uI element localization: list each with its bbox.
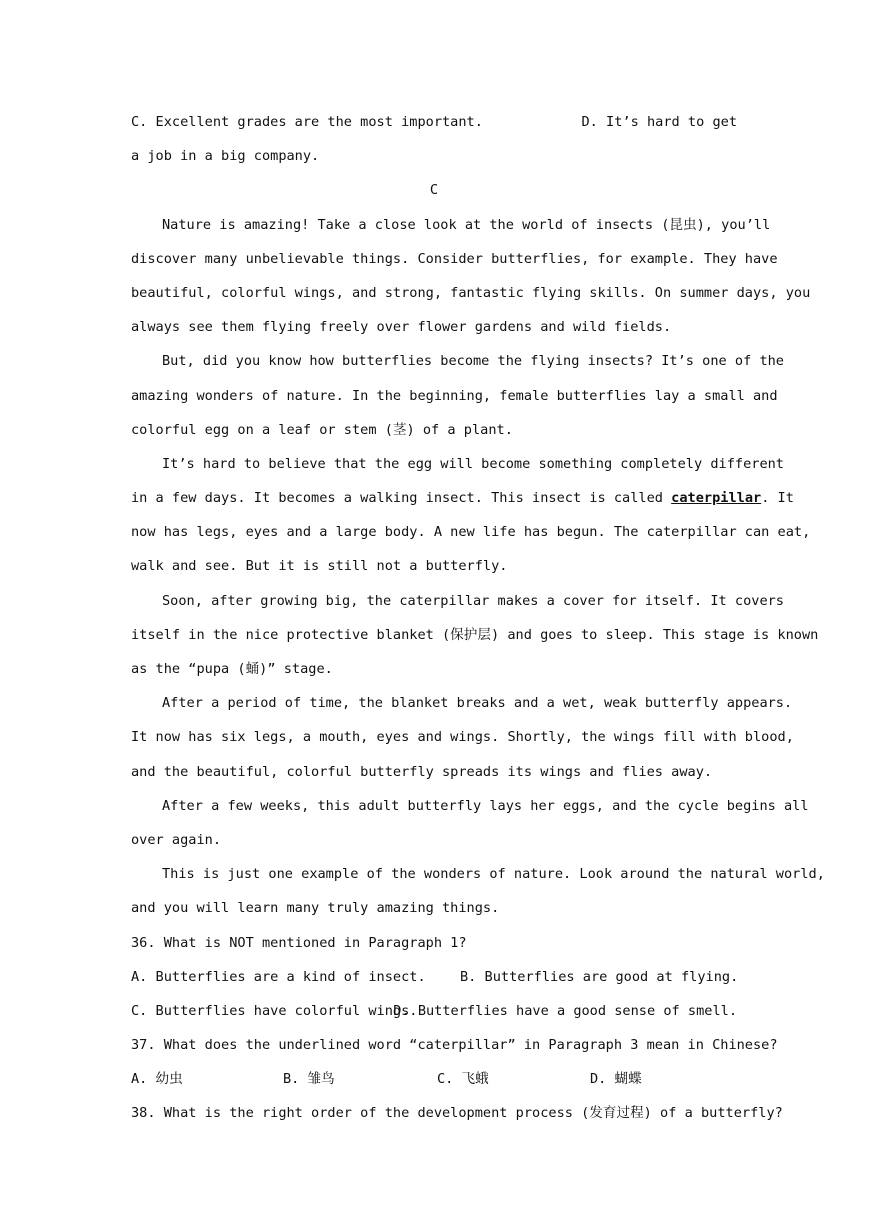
option-d: D. It’s hard to get: [581, 114, 737, 130]
paragraph-3: [131, 447, 811, 584]
passage-line: After a few weeks, this adult butterfly lays her eggs, and the cycle begins all: [162, 797, 809, 814]
passage: [131, 208, 825, 926]
section-label: C: [429, 182, 439, 199]
passage-line: and the beautiful, colorful butterfly spreads its wings and flies away.: [131, 763, 713, 780]
option-d: D. 蝴蝶: [590, 1071, 642, 1088]
paragraph-5: [131, 686, 794, 789]
option-row: [131, 994, 737, 1028]
option-b: B. 雏鸟: [283, 1071, 335, 1088]
question-37: [131, 1028, 778, 1096]
passage-line: [131, 481, 794, 515]
paragraph-1: [131, 208, 811, 345]
option-row: [131, 105, 737, 139]
question-stem: 37. What does the underlined word “caterpillar” in Paragraph 3 mean in Chinese?: [131, 1037, 778, 1054]
passage-line: It now has six legs, a mouth, eyes and wings. Shortly, the wings fill with blood,: [131, 729, 794, 746]
passage-line: After a period of time, the blanket breaks and a wet, weak butterfly appears.: [162, 695, 793, 712]
paragraph-6: [131, 789, 809, 857]
question-36: [131, 926, 737, 1029]
question-stem: 36. What is NOT mentioned in Paragraph 1?: [131, 934, 467, 951]
passage-line: beautiful, colorful wings, and strong, fantastic flying skills. On summer days, you: [131, 284, 811, 301]
passage-line: discover many unbelievable things. Consider butterflies, for example. They have: [131, 250, 778, 267]
passage-line: Soon, after growing big, the caterpillar makes a cover for itself. It covers: [162, 592, 784, 609]
option-d-continued: a job in a big company.: [131, 148, 320, 165]
option-c: C. Butterflies have colorful wings.: [131, 1002, 418, 1019]
option-b: B. Butterflies are good at flying.: [460, 968, 739, 985]
passage-line: But, did you know how butterflies become the flying insects? It’s one of the: [162, 353, 784, 370]
passage-line: always see them flying freely over flower gardens and wild fields.: [131, 319, 672, 336]
option-row: [131, 1062, 737, 1096]
passage-line: It’s hard to believe that the egg will become something completely different: [162, 455, 784, 472]
question-38: [131, 1096, 783, 1130]
passage-line: over again.: [131, 831, 222, 848]
passage-line: and you will learn many truly amazing things.: [131, 900, 500, 917]
passage-line: amazing wonders of nature. In the beginning, female butterflies lay a small and: [131, 387, 778, 404]
passage-line: now has legs, eyes and a large body. A new life has begun. The caterpillar can eat,: [131, 524, 811, 541]
question-stem: 38. What is the right order of the development process (发育过程) of a butterfly?: [131, 1105, 783, 1122]
option-c: C. Excellent grades are the most important.: [131, 114, 483, 130]
underlined-word-caterpillar: caterpillar: [671, 490, 762, 507]
passage-line: itself in the nice protective blanket (保护层) and goes to sleep. This stage is known: [131, 626, 819, 643]
option-a: A. Butterflies are a kind of insect.: [131, 968, 426, 985]
option-row: [131, 960, 737, 994]
passage-line: This is just one example of the wonders of nature. Look around the natural world,: [162, 866, 825, 883]
passage-line: as the “pupa (蛹)” stage.: [131, 661, 333, 677]
paragraph-7: [131, 857, 825, 925]
option-a: A. 幼虫: [131, 1071, 183, 1088]
passage-line: Nature is amazing! Take a close look at the world of insects (昆虫), you’ll: [162, 216, 771, 233]
paragraph-4: [131, 584, 819, 687]
passage-line: colorful egg on a leaf or stem (茎) of a plant.: [131, 421, 513, 438]
option-c: C. 飞蛾: [437, 1071, 489, 1088]
paragraph-2: [131, 344, 784, 447]
passage-line: walk and see. But it is still not a butterfly.: [131, 558, 508, 575]
option-d: D. Butterflies have a good sense of smell.: [393, 1002, 737, 1019]
text-segment: . It: [761, 490, 794, 507]
previous-options: [131, 105, 825, 1131]
text-segment: in a few days. It becomes a walking insect. This insect is called: [131, 490, 672, 507]
